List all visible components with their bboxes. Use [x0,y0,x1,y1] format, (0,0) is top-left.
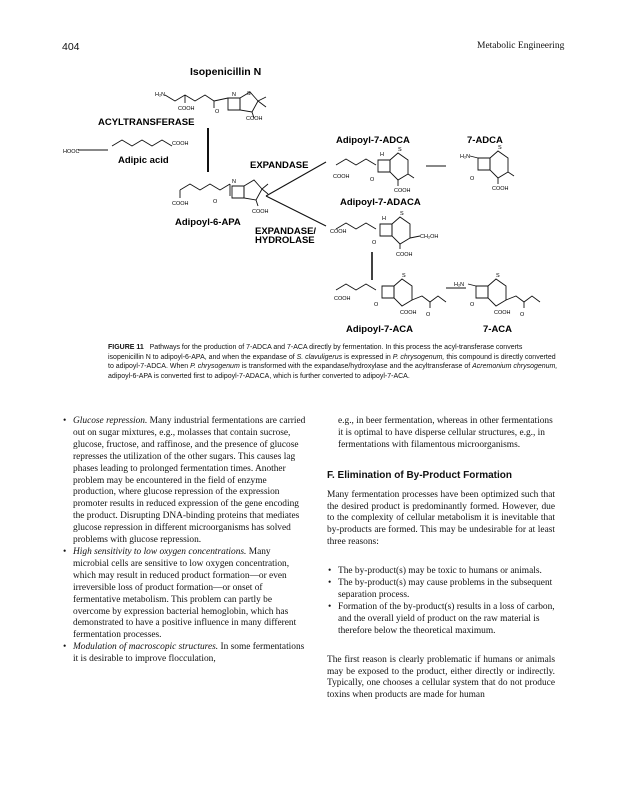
caption-organism-1: S. clavuligerus [296,353,343,361]
paragraph-1: Many fermentation processes have been optimized such that the desired product is predominantly formed. However, due to the complexity of cellular metabolism it is inevitable that by-products are formed. This may be undesirable for at least three reasons: [327,489,555,548]
running-title: Metabolic Engineering [477,41,565,51]
item-text: Many microbial cells are sensitive to low oxygen concentration, which may result in reduced product formation—or even irreversible loss of product formation—or onset of fermentative metabolism. This problem can partly be overcome by expression bacterial hemoglobin, which has demonstrated to have a positive influence in many different fermentation processes. [73,546,297,641]
atom-o-6: O [374,302,379,308]
bullet: • [328,601,332,612]
list-item [62,416,306,547]
atom-o-1: O [215,109,220,115]
atom-s-5: S [402,273,406,279]
atom-o-9: O [520,312,525,318]
caption-organism-2: P. chrysogenum, [392,353,445,361]
list-item [62,547,306,642]
label-7-aca: 7-ACA [483,324,513,335]
label-expandase-hydrolase-2: HYDROLASE [255,235,315,246]
caption-text-5: adipoyl-6-APA is converted first to adipoyl-7-ADACA, which is further converted to adipoyl-7-ACA. [108,372,410,380]
atom-cooh-2: COOH [246,116,263,122]
item-text: Formation of the by-product(s) results in a loss of carbon, and the overall yield of product on the raw material is therefore below the theoretical maximum. [338,601,555,636]
list-item [327,566,555,578]
atom-o-4: O [470,176,475,182]
isopenicillin-beta-lactam [228,98,240,110]
list-item [327,602,555,638]
item-text: The by-product(s) may cause problems in the subsequent separation process. [338,578,553,600]
paragraph-2: The first reason is clearly problematic if humans or animals may be exposed to the product, either directly or indirectly. Typically, one chooses a cellular system that do not produce toxins when products are made for human [327,654,555,701]
section-heading: F. Elimination of By-Product Formation [327,469,512,481]
atom-h2n-2: H₂N [460,154,471,160]
label-adipoyl-6-apa: Adipoyl-6-APA [175,217,241,228]
atom-cooh-6: COOH [333,174,350,180]
atom-cooh-12: COOH [400,310,417,316]
atom-h-1: H [380,152,384,158]
atom-h2n-3: H₂N [454,282,465,288]
bullet: • [328,566,332,577]
adipoyl-7-aca-chain [336,284,376,290]
atom-o-3: O [370,177,375,183]
caption-text-1: Pathways for the production of 7-ADCA and 7-ACA directly by fermentation. In this process the acyl-transferase converts isopenicillin N to adipoyl-6-APA, and when the expandase of [108,344,523,361]
caption-organism-3: P. chrysogenum [190,363,240,371]
atom-cooh-8: COOH [492,186,509,192]
atom-s-2: S [398,147,402,153]
atom-s-4: S [400,211,404,217]
list-item [62,642,306,666]
atom-s-1: S [247,91,251,97]
item-term: Glucose repression. [73,416,148,426]
figure-caption [108,343,560,381]
label-isopenicillin: Isopenicillin N [190,66,262,78]
7-aca-beta-lactam [476,286,488,298]
atom-cooh-7: COOH [394,188,411,194]
atom-o-8: O [470,302,475,308]
label-adipoyl-7-adaca: Adipoyl-7-ADACA [340,197,421,208]
atom-cooh-4: COOH [172,201,189,207]
atom-cooh-13: COOH [494,310,511,316]
caption-text-2: is expressed in [344,353,391,361]
atom-hooc-1: HOOC [63,149,80,155]
bullet-list-right [327,566,555,637]
adipoyl-7-adca-chain [336,159,376,165]
atom-s-6: S [496,273,500,279]
atom-cooh-3: COOH [172,141,189,147]
list-item [327,578,555,602]
atom-cooh-5: COOH [252,209,269,215]
7-adca-beta-lactam [478,158,490,170]
apa-beta-lactam [232,186,244,198]
label-acyltransferase: ACYLTRANSFERASE [98,117,195,128]
label-adipic-acid: Adipic acid [118,155,169,166]
bullet: • [63,416,67,426]
bullet-list-left [62,416,306,666]
adipic-acid-chain [112,140,172,146]
adipoyl-6-apa-chain [180,184,230,190]
atom-cooh-11: COOH [334,296,351,302]
isopenicillin-chain [165,95,214,101]
caption-text-4: is transformed with the expandase/hydroxylase and the acyltransferase of [241,363,471,371]
atom-ch2oh: CH₂OH [420,234,439,240]
continuation-text: e.g., in beer fermentation, whereas in other fermentations it is optimal to have disperse cellular structures, e.g., in fermentations with filamentous microorganisms. [338,416,553,450]
item-text: The by-product(s) may be toxic to humans or animals. [338,566,542,577]
pathway-figure [0,0,617,340]
label-expandase: EXPANDASE [250,160,309,171]
atom-cooh-9: COOH [330,229,347,235]
item-text: In some fermentations it is desirable to improve flocculation, [73,642,305,665]
atom-h-2: H [382,216,386,222]
page-number: 404 [62,41,80,53]
bullet: • [328,578,332,589]
caption-text-3: this compound is directly converted to adipoyl-7-ADCA. When [108,353,556,371]
atom-cooh-10: COOH [396,252,413,258]
label-adipoyl-7-aca: Adipoyl-7-ACA [346,324,414,335]
atom-o-7: O [426,312,431,318]
item-term: Modulation of macroscopic structures. [73,642,219,653]
atom-o-2: O [213,199,218,205]
label-adipoyl-7-adca: Adipoyl-7-ADCA [336,135,410,146]
right-column [327,416,555,702]
bullet: • [63,546,67,557]
atom-n-2: N [232,179,236,185]
atom-o-5: O [372,240,377,246]
item-text: Many industrial fermentations are carried out on sugar mixtures, e.g., molasses that contain sucrose, glucose, fructose, and raffinose, and the presence of glucose represses the utilization of the other sugars. This causes lag phases leading to prolonged fermentation times. Another problem may be encountered in the field of enzyme production, where glucose repression of the expression promoter results in reduced expression of the gene encoding the product. Disrupting DNA-binding proteins that mediates glucose repression in different microorganisms has solved problems with glucose repression. [73,416,306,546]
left-column [62,416,306,666]
label-expandase-hydrolase-1: EXPANDASE/ [255,226,317,237]
label-7-adca: 7-ADCA [467,135,503,146]
atom-h2n-1: H₂N [155,92,166,98]
bullet: • [63,642,67,653]
atom-s-3: S [498,145,502,151]
atom-n-1: N [232,92,236,98]
caption-organism-4: Acremonium chrysogenum, [472,363,558,371]
caption-label: FIGURE 11 [108,344,144,351]
item-term: High sensitivity to low oxygen concentrations. [73,546,247,557]
atom-cooh-1: COOH [178,106,195,112]
